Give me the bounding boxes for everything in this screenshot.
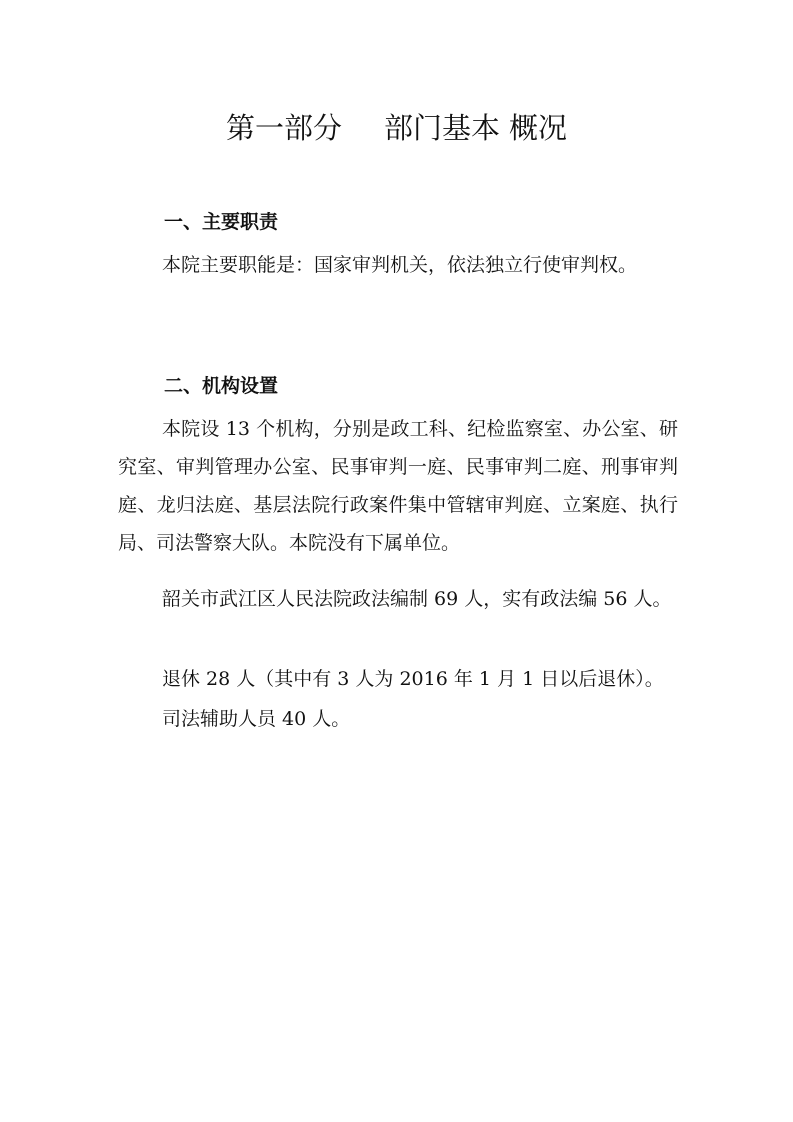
page-title xyxy=(0,108,793,148)
paragraph-staffing: 韶关市武江区人民法院政法编制 69 人，实有政法编 56 人。 xyxy=(162,588,672,610)
title-part: 第一部分 xyxy=(225,111,342,145)
paragraph-retired: 退休 28 人（其中有 3 人为 2016 年 1 月 1 日以后退休）。 xyxy=(162,668,664,690)
title-main: 部门基本 xyxy=(383,111,500,145)
section-heading-organization: 二、机构设置 xyxy=(164,375,279,397)
section-heading-duties: 一、主要职责 xyxy=(164,211,279,233)
paragraph-organization: 本院设 13 个机构，分别是政工科、纪检监察室、办公室、研究室、审判管理办公室、民事审判一庭、民事审判二庭、刑事审判庭、龙归法庭、基层法院行政案件集中管辖审判庭、立案庭、执行局、司法警察大队。本院没有下属单位。 xyxy=(118,418,678,554)
paragraph-auxiliary: 司法辅助人员 40 人。 xyxy=(162,708,351,730)
paragraph-duties: 本院主要职能是：国家审判机关，依法独立行使审判权。 xyxy=(162,254,638,276)
title-tail: 概况 xyxy=(509,111,568,145)
